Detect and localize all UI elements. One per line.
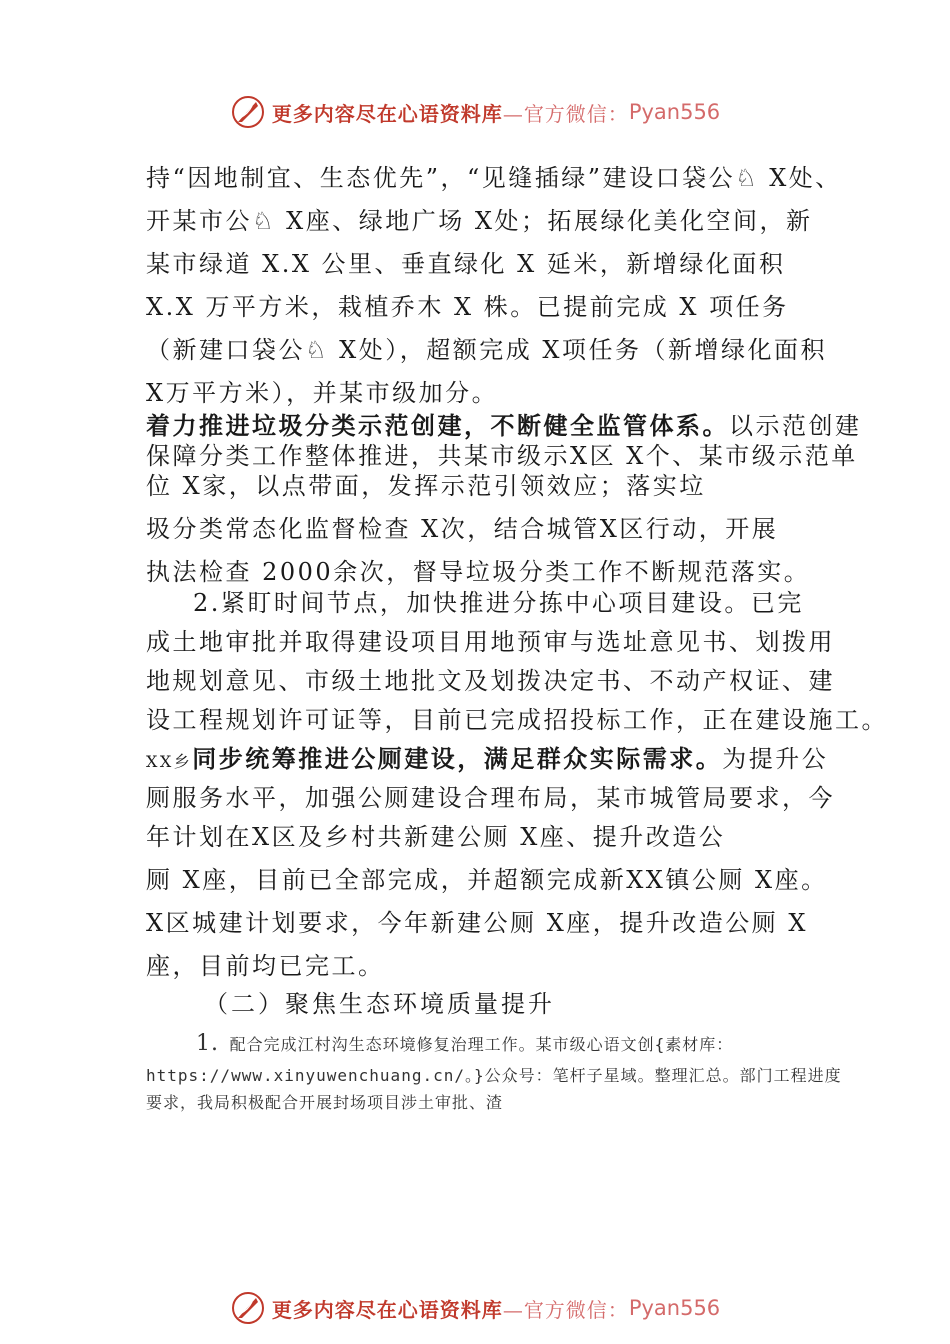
body-line: （新建口袋公♘ X处），超额完成 X项任务（新增绿化面积 (146, 336, 827, 364)
banner-wechat-label: —官方微信： (502, 1297, 629, 1322)
body-text-prefix: XX乡 (146, 752, 193, 771)
footnote-line: 要求，我局积极配合开展封场项目涉土审批、渣 (146, 1093, 504, 1112)
body-line: 保障分类工作整体推进，共某市级示X区 X个、某市级示范单 (146, 442, 858, 470)
body-line: 地规划意见、市级土地批文及划拨决定书、不动产权证、建 (146, 667, 835, 695)
banner-wechat-id: Pyan556 (628, 100, 721, 124)
body-line: 座，目前均已完工。 (146, 952, 385, 980)
body-line (146, 739, 828, 774)
body-text: 为提升公 (722, 745, 829, 773)
body-line: 圾分类常态化监督检查 X次，结合城管X区行动，开展 (146, 515, 779, 543)
body-line: X区城建计划要求，今年新建公厕 X座，提升改造公厕 X (146, 909, 809, 937)
quill-logo-icon (230, 1290, 266, 1326)
banner-title: 更多内容尽在心语资料库 (271, 101, 503, 126)
body-line: 年计划在X区及乡村共新建公厕 X座、提升改造公 (146, 823, 726, 851)
body-line: 厕 X座，目前已全部完成，并超额完成新XX镇公厕 X座。 (146, 866, 828, 894)
footnote-number: 1. (196, 1031, 219, 1056)
body-line: 设工程规划许可证等，目前已完成招投标工作，正在建设施工。 (146, 706, 888, 734)
body-line: X万平方米），并某市级加分。 (146, 379, 499, 407)
body-line: X.X 万平方米，栽植乔木 X 株。已提前完成 X 项任务 (146, 293, 789, 321)
body-line: 成土地审批并取得建设项目用地预审与选址意见书、划拨用 (146, 628, 835, 656)
footnote-line: https://www.xinyuwenchuang.cn/。}公众号：笔杆子星域。整理汇总。部门工程进度 (146, 1066, 842, 1085)
section-heading: （二）聚焦生态环境质量提升 (204, 990, 555, 1018)
footnote-text: 配合完成江村沟生态环境修复治理工作。某市级心语文创{素材库： (229, 1035, 734, 1054)
body-line: 开某市公♘ X座、绿地广场 X处；拓展绿化美化空间，新 (146, 207, 813, 235)
bold-heading: 同步统筹推进公厕建设，满足群众实际需求。 (192, 744, 723, 773)
bold-heading: 着力推进垃圾分类示范创建，不断健全监管体系。 (146, 411, 729, 440)
footnote-line (196, 1031, 733, 1056)
header-watermark (0, 94, 950, 130)
banner-title: 更多内容尽在心语资料库 (271, 1297, 503, 1322)
footer-watermark (0, 1290, 950, 1326)
body-line: 执法检查 2000余次，督导垃圾分类工作不断规范落实。 (146, 558, 811, 586)
body-line: 某市绿道 X.X 公里、垂直绿化 X 延米，新增绿化面积 (146, 250, 786, 278)
body-line: 厕服务水平，加强公厕建设合理布局，某市城管局要求，今 (146, 784, 835, 812)
body-line: 位 X家，以点带面，发挥示范引领效应；落实垃 (146, 472, 706, 500)
body-line: 2.紧盯时间节点，加快推进分拣中心项目建设。已完 (193, 589, 804, 617)
body-text: 以示范创建 (729, 412, 862, 440)
body-line: 持“因地制宜、生态优先”，“见缝插绿”建设口袋公♘ X处、 (146, 164, 842, 192)
quill-logo-icon (230, 94, 266, 130)
banner-wechat-id: Pyan556 (628, 1296, 721, 1320)
banner-wechat-label: —官方微信： (502, 101, 629, 126)
